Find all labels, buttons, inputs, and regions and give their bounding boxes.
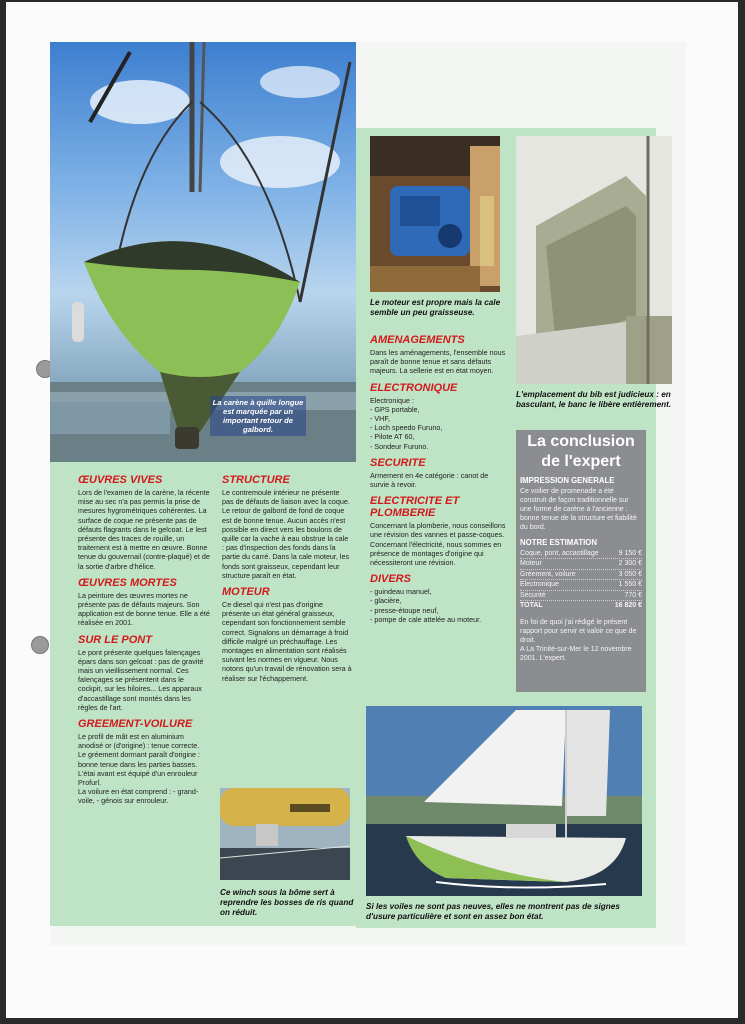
estimation-title: NOTRE ESTIMATION: [520, 538, 597, 547]
heading-moteur: MOTEUR: [222, 586, 270, 599]
estimation-value: 3 050 €: [618, 570, 642, 578]
expert-signature: A La Trinité-sur-Mer le 12 novembre 2001. L'expert.: [520, 646, 632, 663]
estimation-row: [520, 549, 642, 559]
text-electricite-2: Concernant l'électricité, nous sommes en présence de montages d'origine qui nécessiteront une révision.: [370, 539, 502, 568]
electronique-item: - GPS portable,: [370, 404, 420, 414]
bib-caption: L'emplacement du bib est judicieux : en basculant, le banc le libère entièrement.: [516, 390, 672, 409]
estimation-total-row: [520, 601, 642, 610]
sails-caption: Si les voiles ne sont pas neuves, elles ne montrent pas de signes d'usure particulière et sont en assez bon état.: [366, 902, 620, 921]
magazine-page: [50, 42, 686, 946]
hull-caption: La carène à quille longue est marquée par un important retour de galbord.: [210, 396, 306, 436]
estimation-label: Coque, pont, accastillage: [520, 550, 599, 557]
text-securite: Armement en 4e catégorie : canot de survie à revoir.: [370, 470, 489, 490]
impression-text: Ce voilier de promenade a été construit de façon traditionnelle sur une forme de carène à l'ancienne : bonne tenue de la structure et fiabilité du bord.: [520, 488, 637, 531]
expert-closing: En foi de quoi j'ai rédigé le présent rapport pour servir et valoir ce que de droit.: [520, 619, 637, 645]
sailing-photo: [366, 706, 642, 896]
winch-illustration: [220, 788, 350, 880]
divers-item: - pompe de cale attelée au moteur.: [370, 614, 482, 624]
divers-item: - glacière,: [370, 596, 402, 606]
heading-amenagements: AMENAGEMENTS: [370, 334, 465, 346]
estimation-label: Moteur: [520, 560, 542, 568]
heading-securite: SECURITE: [370, 456, 426, 469]
heading-electronique: ELECTRONIQUE: [370, 381, 458, 394]
estimation-row: [520, 591, 642, 601]
electronique-item: - Sondeur Furuno.: [370, 441, 429, 451]
divers-item: - presse-étoupe neuf,: [370, 605, 439, 615]
text-electricite-1: Concernant la plomberie, nous conseillons une révision des vannes et passe-coques.: [370, 521, 506, 540]
heading-greement: GREEMENT-VOILURE: [78, 718, 193, 731]
engine-caption: Le moteur est propre mais la cale semble un peu graisseuse.: [370, 298, 501, 317]
punch-hole-lower: [31, 636, 49, 654]
estimation-value: 2 300 €: [618, 560, 642, 568]
text-electronique-intro: Electronique :: [370, 395, 414, 405]
heading-sur-le-pont: SUR LE PONT: [78, 633, 152, 646]
electronique-item: - VHF,: [370, 414, 390, 424]
estimation-value: 770 €: [624, 591, 642, 599]
column-3: [370, 330, 508, 624]
bib-photo: [516, 136, 672, 384]
expert-title-line2: de l'expert: [541, 453, 621, 470]
estimation-row: [520, 559, 642, 569]
hull-illustration: [50, 42, 356, 462]
column-2: [222, 474, 352, 683]
scanned-sheet: [6, 2, 738, 1018]
heading-oeuvres-mortes: ŒUVRES MORTES: [78, 576, 177, 589]
engine-photo: [370, 136, 500, 292]
engine-illustration: [370, 136, 500, 292]
estimation-row: [520, 580, 642, 590]
estimation-total-label: TOTAL: [520, 602, 543, 610]
estimation-row: [520, 570, 642, 580]
estimation-value: 1 550 €: [618, 581, 642, 589]
text-greement-2: Le gréement dormant paraît d'origine : bonne tenue dans les parties basses.: [78, 750, 201, 769]
heading-structure: STRUCTURE: [222, 474, 290, 486]
expert-title-line1: La conclusion: [527, 433, 635, 450]
text-structure: Le contremoule intérieur ne présente pas de défauts de liaison avec la coque. Le retour de galbord de fond de coque est de bonne tenue. Aucun accès n'est possible en direct vers les boulons de quille car la vache à eau obstrue la cale : pas d'inspection des fonds dans la partie du carré. Dans la cale moteur, les fonds sont graisseux, cependant leur structure paraît en état.: [222, 488, 350, 580]
electronique-item: - Loch speedo Furuno,: [370, 423, 443, 433]
text-greement-3: L'étai avant est équipé d'un enrouleur Profurl.: [78, 768, 198, 788]
column-1: [78, 474, 210, 806]
text-greement-1: Le profil de mât est en aluminium anodisé or (d'origine) : tenue correcte.: [78, 732, 200, 751]
text-moteur: Ce diesel qui n'est pas d'origine présente un état général graisseux, cependant son fonctionnement semble correct. Signalons un démarrage à froid difficile malgré un préchauffage. Les montages en alimentation sont réalisés suivant les normes en vigueur. Nous notons qu'un travail de rénovation sera à réaliser sur l'échappement.: [222, 600, 352, 683]
estimation-label: Sécurité: [520, 591, 546, 599]
heading-electricite: ELECTRICITE ET PLOMBERIE: [370, 495, 460, 520]
text-sur-le-pont: Le pont présente quelques faïençages épars dans son gelcoat : pas de gravité mais un vieillissement normal. Ces faïençages se présentent dans le cockpit, sur les hiloires... Les apparaux d'accastillage sont montés dans les règles de l'art.: [78, 647, 204, 712]
text-amenagements: Dans les aménagements, l'ensemble nous paraît de bonne tenue et sans défauts majeurs. La sellerie est en état moyen.: [370, 348, 506, 376]
text-oeuvres-vives: Lors de l'examen de la carène, la récente mise au sec n'a pas permis la prise de mesures hygrométriques cohérentes. La surface de coque ne présente pas de défauts flagrants dans le gelcoat. Le lest présente des traces de rouille, un traitement est à mettre en œuvre. Bonne tenue du gouvernail (contre-plaqué) et de la sortie d'arbre d'hélice.: [78, 488, 210, 571]
estimation-total-value: 16 820 €: [614, 602, 642, 610]
heading-oeuvres-vives: ŒUVRES VIVES: [78, 474, 163, 486]
hull-photo: [50, 42, 356, 462]
impression-title: IMPRESSION GENERALE: [520, 476, 615, 485]
sailboat-illustration: [366, 706, 642, 896]
heading-divers: DIVERS: [370, 573, 411, 586]
divers-item: - guindeau manuel,: [370, 587, 432, 597]
text-greement-4: La voilure en état comprend : - grand-voile, - génois sur enrouleur.: [78, 787, 199, 806]
estimation-value: 9 150 €: [618, 550, 642, 557]
electronique-item: - Pilote AT 60,: [370, 432, 415, 442]
estimation-label: Gréement, voilure: [520, 570, 576, 578]
text-oeuvres-mortes: La peinture des œuvres mortes ne présente pas de défauts majeurs. Son application est de bonne tenue. Elle a été réalisée en 2001.: [78, 590, 210, 628]
winch-photo: [220, 788, 350, 880]
expert-conclusion-box: [516, 430, 646, 692]
winch-caption: Ce winch sous la bôme sert à reprendre les bosses de ris quand on réduit.: [220, 888, 354, 917]
bib-illustration: [516, 136, 672, 384]
estimation-label: Electronique: [520, 581, 559, 589]
